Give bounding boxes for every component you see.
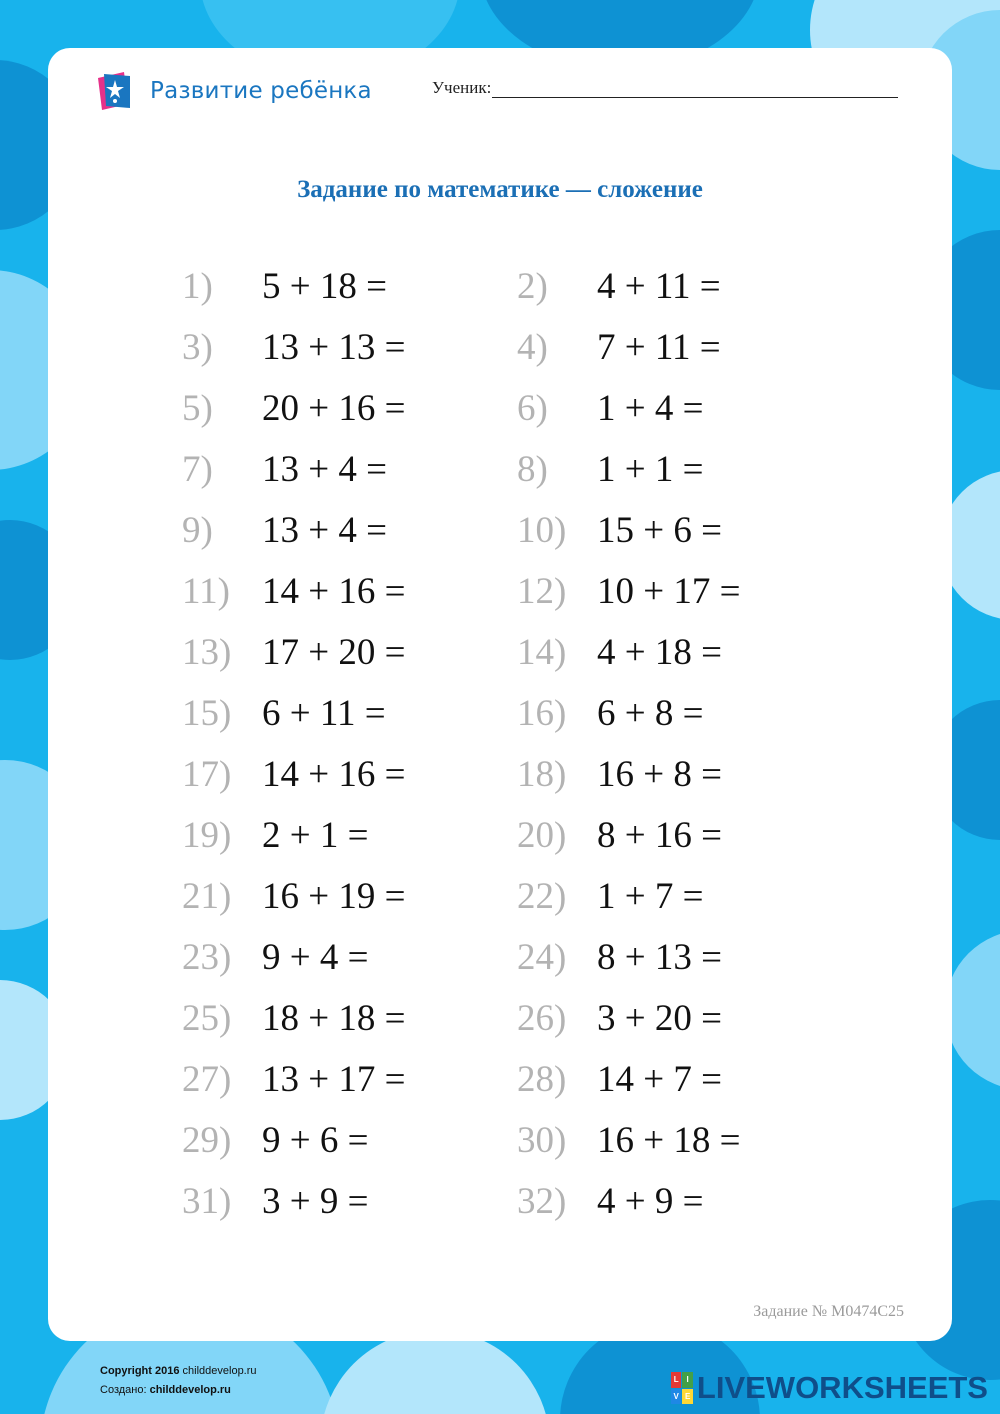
problem-expression: 13 + 13 = xyxy=(262,327,406,368)
problem-item xyxy=(182,1049,405,1110)
problem-number: 14) xyxy=(517,632,567,673)
problem-number: 10) xyxy=(517,510,567,551)
problem-row xyxy=(182,988,832,1049)
problem-expression: 2 + 1 = xyxy=(262,815,369,856)
problem-expression: 7 + 11 = xyxy=(597,327,721,368)
brand-logo xyxy=(94,70,372,112)
problem-list xyxy=(182,256,832,1232)
problem-expression: 14 + 16 = xyxy=(262,754,406,795)
lw-mark-letter: I xyxy=(682,1372,693,1388)
problem-item xyxy=(517,317,721,378)
problem-number: 5) xyxy=(182,388,213,429)
problem-item xyxy=(517,500,722,561)
problem-row xyxy=(182,1049,832,1110)
problem-number: 11) xyxy=(182,571,230,612)
problem-row xyxy=(182,1110,832,1171)
problem-number: 13) xyxy=(182,632,232,673)
problem-row xyxy=(182,866,832,927)
problem-number: 15) xyxy=(182,693,232,734)
problem-expression: 5 + 18 = xyxy=(262,266,387,307)
problem-row xyxy=(182,500,832,561)
problem-number: 27) xyxy=(182,1059,232,1100)
problem-item xyxy=(517,622,722,683)
problem-expression: 15 + 6 = xyxy=(597,510,722,551)
problem-number: 21) xyxy=(182,876,232,917)
problem-row xyxy=(182,622,832,683)
problem-row xyxy=(182,683,832,744)
problem-row xyxy=(182,439,832,500)
problem-expression: 9 + 6 = xyxy=(262,1120,369,1161)
problem-number: 32) xyxy=(517,1181,567,1222)
problem-expression: 17 + 20 = xyxy=(262,632,406,673)
star-kid-logo-icon xyxy=(94,70,136,112)
problem-expression: 1 + 7 = xyxy=(597,876,704,917)
problem-expression: 14 + 16 = xyxy=(262,571,406,612)
problem-item xyxy=(517,561,740,622)
problem-item xyxy=(182,988,405,1049)
problem-item xyxy=(517,805,722,866)
student-name-field[interactable] xyxy=(432,78,898,98)
problem-item xyxy=(182,927,368,988)
problem-expression: 9 + 4 = xyxy=(262,937,369,978)
problem-expression: 16 + 19 = xyxy=(262,876,406,917)
problem-expression: 18 + 18 = xyxy=(262,998,406,1039)
problem-expression: 6 + 8 = xyxy=(597,693,704,734)
problem-number: 22) xyxy=(517,876,567,917)
problem-expression: 20 + 16 = xyxy=(262,388,406,429)
problem-number: 2) xyxy=(517,266,548,307)
copyright-line xyxy=(100,1362,257,1381)
problem-item xyxy=(182,439,387,500)
problem-number: 30) xyxy=(517,1120,567,1161)
problem-row xyxy=(182,317,832,378)
worksheet-card xyxy=(48,48,952,1341)
problem-item xyxy=(517,1049,722,1110)
problem-expression: 4 + 11 = xyxy=(597,266,721,307)
problem-expression: 1 + 1 = xyxy=(597,449,704,490)
created-site[interactable]: childdevelop.ru xyxy=(149,1384,231,1396)
problem-number: 19) xyxy=(182,815,232,856)
problem-item xyxy=(182,866,405,927)
worksheet-title: Задание по математике — сложение xyxy=(297,176,703,203)
problem-number: 16) xyxy=(517,693,567,734)
problem-expression: 8 + 13 = xyxy=(597,937,722,978)
problem-item xyxy=(517,1110,740,1171)
problem-item xyxy=(182,561,405,622)
problem-expression: 4 + 9 = xyxy=(597,1181,704,1222)
problem-row xyxy=(182,378,832,439)
brand-name: Развитие ребёнка xyxy=(150,78,372,104)
problem-number: 24) xyxy=(517,937,567,978)
problem-number: 7) xyxy=(182,449,213,490)
problem-expression: 16 + 8 = xyxy=(597,754,722,795)
lw-mark-letter: V xyxy=(671,1389,682,1405)
problem-expression: 8 + 16 = xyxy=(597,815,722,856)
problem-number: 1) xyxy=(182,266,213,307)
problem-item xyxy=(517,378,703,439)
footer xyxy=(100,1362,257,1400)
problem-expression: 13 + 4 = xyxy=(262,449,387,490)
problem-item xyxy=(517,988,722,1049)
problem-number: 12) xyxy=(517,571,567,612)
problem-item xyxy=(517,439,703,500)
problem-item xyxy=(517,256,721,317)
lw-mark-letter: L xyxy=(671,1372,682,1388)
problem-number: 26) xyxy=(517,998,567,1039)
problem-row xyxy=(182,744,832,805)
problem-number: 3) xyxy=(182,327,213,368)
problem-item xyxy=(182,317,405,378)
problem-number: 4) xyxy=(517,327,548,368)
liveworksheets-logo[interactable] xyxy=(671,1370,988,1406)
problem-item xyxy=(182,622,405,683)
problem-number: 28) xyxy=(517,1059,567,1100)
problem-expression: 10 + 17 = xyxy=(597,571,741,612)
created-line xyxy=(100,1381,257,1400)
lw-mark-letter: E xyxy=(682,1389,693,1405)
student-label: Ученик: xyxy=(432,78,492,97)
problem-row xyxy=(182,927,832,988)
problem-item xyxy=(182,256,387,317)
problem-row xyxy=(182,1171,832,1232)
problem-row xyxy=(182,805,832,866)
problem-number: 31) xyxy=(182,1181,232,1222)
problem-expression: 6 + 11 = xyxy=(262,693,386,734)
problem-number: 25) xyxy=(182,998,232,1039)
liveworksheets-mark-icon xyxy=(671,1372,693,1404)
problem-expression: 16 + 18 = xyxy=(597,1120,741,1161)
problem-expression: 13 + 4 = xyxy=(262,510,387,551)
problem-item xyxy=(182,805,368,866)
problem-number: 20) xyxy=(517,815,567,856)
problem-number: 9) xyxy=(182,510,213,551)
problem-number: 17) xyxy=(182,754,232,795)
problem-expression: 3 + 20 = xyxy=(597,998,722,1039)
problem-number: 18) xyxy=(517,754,567,795)
problem-item xyxy=(182,378,405,439)
problem-item xyxy=(182,744,405,805)
problem-item xyxy=(517,1171,703,1232)
problem-item xyxy=(517,866,703,927)
problem-item xyxy=(182,1110,368,1171)
problem-item xyxy=(182,500,387,561)
problem-item xyxy=(182,683,386,744)
copyright-prefix: Copyright 2016 xyxy=(100,1365,180,1377)
problem-number: 8) xyxy=(517,449,548,490)
problem-number: 29) xyxy=(182,1120,232,1161)
problem-item xyxy=(182,1171,368,1232)
problem-row xyxy=(182,256,832,317)
problem-row xyxy=(182,561,832,622)
problem-number: 23) xyxy=(182,937,232,978)
copyright-site[interactable]: childdevelop.ru xyxy=(182,1365,257,1377)
problem-item xyxy=(517,744,722,805)
problem-expression: 3 + 9 = xyxy=(262,1181,369,1222)
student-name-line[interactable] xyxy=(492,79,898,98)
task-code: Задание № M0474C25 xyxy=(753,1303,904,1320)
problem-item xyxy=(517,927,722,988)
problem-item xyxy=(517,683,703,744)
liveworksheets-text: LIVEWORKSHEETS xyxy=(696,1370,988,1405)
problem-expression: 13 + 17 = xyxy=(262,1059,406,1100)
problem-number: 6) xyxy=(517,388,548,429)
problem-expression: 14 + 7 = xyxy=(597,1059,722,1100)
problem-expression: 1 + 4 = xyxy=(597,388,704,429)
created-prefix: Создано: xyxy=(100,1384,147,1396)
problem-expression: 4 + 18 = xyxy=(597,632,722,673)
